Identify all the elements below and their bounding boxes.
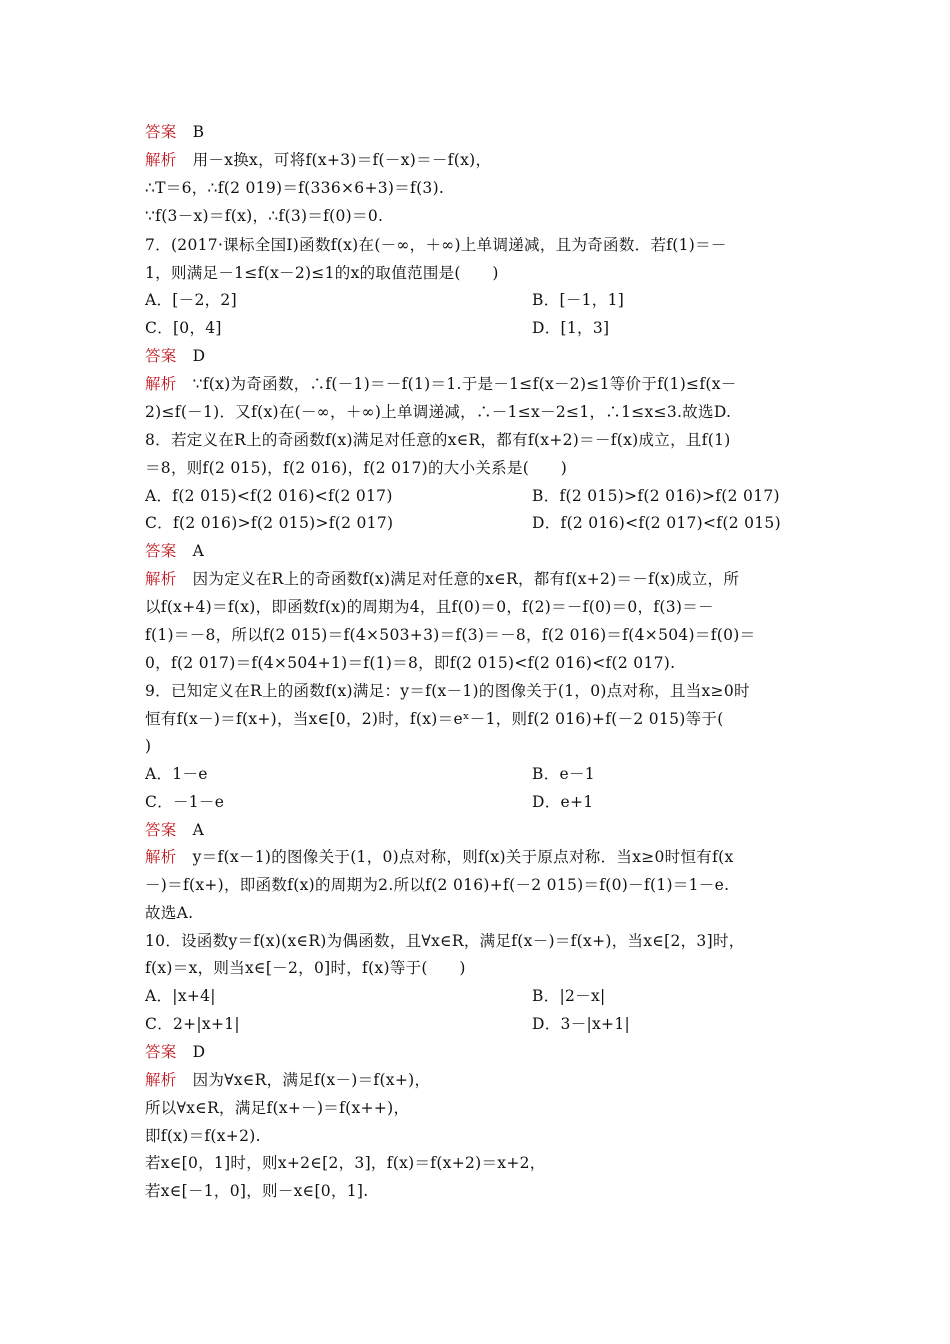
- answer-value: B: [192, 123, 205, 141]
- q10-options-row-2: [145, 1013, 825, 1035]
- q8-answer-line: [145, 540, 825, 562]
- q8-options-row-2: [145, 512, 825, 534]
- q8-options-row-1: [145, 485, 825, 507]
- option-a: A．|x+4|: [145, 987, 216, 1005]
- q6-analysis-line-2: ∴T＝6，∴f(2 019)＝f(336×6+3)＝f(3).: [145, 179, 445, 197]
- answer-value: A: [192, 821, 205, 839]
- option-b: B．f(2 015)>f(2 016)>f(2 017): [532, 487, 780, 505]
- answer-value: A: [192, 542, 205, 560]
- q9-analysis-line-2: －)＝f(x+)，即函数f(x)的周期为2.所以f(2 016)+f(－2 015)＝f(0)－f(1)＝1－e.: [145, 876, 730, 894]
- option-b: B．|2－x|: [532, 987, 606, 1005]
- option-c: C．[0，4]: [145, 319, 222, 337]
- option-c: C．2+|x+1|: [145, 1015, 240, 1033]
- q8-analysis-line-3: f(1)＝－8，所以f(2 015)＝f(4×503+3)＝f(3)＝－8，f(2 016)＝f(4×504)＝f(0)＝: [145, 626, 756, 644]
- answer-value: D: [192, 347, 206, 365]
- q9-options-row-2: [145, 791, 825, 813]
- q7-stem-line-2: 1，则满足－1≤f(x－2)≤1的x的取值范围是( ): [145, 264, 499, 282]
- q9-stem-line-1: 9．已知定义在R上的函数f(x)满足：y＝f(x－1)的图像关于(1，0)点对称，且当x≥0时: [145, 682, 750, 700]
- q10-analysis-line-4: 若x∈[0，1]时，则x+2∈[2，3]，f(x)＝f(x+2)＝x+2，: [145, 1154, 546, 1172]
- q7-stem-line-1: 7．(2017·课标全国Ⅰ)函数f(x)在(－∞，＋∞)上单调递减，且为奇函数．若f(1)＝－: [145, 236, 727, 254]
- q8-analysis-line-2: 以f(x+4)＝f(x)，即函数f(x)的周期为4，且f(0)＝0，f(2)＝－f(0)＝0，f(3)＝－: [145, 598, 714, 616]
- option-d: D．[1，3]: [532, 319, 610, 337]
- option-c: C．f(2 016)>f(2 015)>f(2 017): [145, 514, 394, 532]
- q7-analysis-line-2: 2)≤f(－1)．又f(x)在(－∞，＋∞)上单调递减，∴－1≤x－2≤1，∴1≤x≤3.故选D.: [145, 403, 732, 421]
- q6-analysis-line-3: ∵f(3－x)＝f(x)，∴f(3)＝f(0)＝0.: [145, 207, 384, 225]
- q9-analysis-line-3: 故选A.: [145, 904, 194, 922]
- q6-analysis-line-1: [145, 149, 825, 171]
- analysis-text: 因为∀x∈R，满足f(x－)＝f(x+)，: [192, 1071, 431, 1089]
- q7-analysis-line-1: [145, 373, 825, 395]
- q9-stem-line-3: ): [145, 737, 152, 755]
- q7-answer-line: [145, 345, 825, 367]
- q9-answer-line: [145, 819, 825, 841]
- q8-stem-line-2: ＝8，则f(2 015)，f(2 016)，f(2 017)的大小关系是( ): [145, 459, 568, 477]
- q10-analysis-line-5: 若x∈[－1，0]，则－x∈[0，1].: [145, 1182, 369, 1200]
- answer-tag: 答案: [145, 123, 177, 141]
- option-d: D．f(2 016)<f(2 017)<f(2 015): [532, 514, 781, 532]
- option-c: C．－1－e: [145, 793, 225, 811]
- answer-tag: 答案: [145, 542, 177, 560]
- option-d: D．e+1: [532, 793, 594, 811]
- q10-analysis-line-1: [145, 1069, 825, 1091]
- q7-options-row-2: [145, 317, 825, 339]
- option-d: D．3－|x+1|: [532, 1015, 631, 1033]
- q7-options-row-1: [145, 289, 825, 311]
- q9-stem-line-2: 恒有f(x－)＝f(x+)，当x∈[0，2)时，f(x)＝eˣ－1，则f(2 016)+f(－2 015)等于(: [145, 710, 724, 728]
- analysis-tag: 解析: [145, 848, 177, 866]
- q10-analysis-line-3: 即f(x)＝f(x+2).: [145, 1127, 261, 1145]
- q9-analysis-line-1: [145, 846, 825, 868]
- q9-options-row-1: [145, 763, 825, 785]
- option-a: A．[－2，2]: [145, 291, 237, 309]
- answer-value: D: [192, 1043, 206, 1061]
- option-b: B．[－1，1]: [532, 291, 625, 309]
- q8-stem-line-1: 8．若定义在R上的奇函数f(x)满足对任意的x∈R，都有f(x+2)＝－f(x)成立，且f(1): [145, 431, 731, 449]
- q6-answer-line: [145, 121, 825, 143]
- option-a: A．1－e: [145, 765, 208, 783]
- analysis-text: 因为定义在R上的奇函数f(x)满足对任意的x∈R，都有f(x+2)＝－f(x)成立，所: [192, 570, 740, 588]
- analysis-tag: 解析: [145, 1071, 177, 1089]
- q8-analysis-line-1: [145, 568, 825, 590]
- analysis-text: 用－x换x，可将f(x+3)＝f(－x)＝－f(x)，: [192, 151, 492, 169]
- q8-analysis-line-4: 0，f(2 017)＝f(4×504+1)＝f(1)＝8，即f(2 015)<f(2 016)<f(2 017).: [145, 654, 676, 672]
- option-b: B．e－1: [532, 765, 595, 783]
- answer-tag: 答案: [145, 821, 177, 839]
- analysis-text: ∵f(x)为奇函数，∴f(－1)＝－f(1)＝1.于是－1≤f(x－2)≤1等价于f(1)≤f(x－: [192, 375, 737, 393]
- q10-stem-line-2: f(x)＝x，则当x∈[－2，0]时，f(x)等于( ): [145, 959, 466, 977]
- answer-tag: 答案: [145, 1043, 177, 1061]
- analysis-tag: 解析: [145, 570, 177, 588]
- q10-analysis-line-2: 所以∀x∈R，满足f(x+－)＝f(x++)，: [145, 1099, 410, 1117]
- q10-options-row-1: [145, 985, 825, 1007]
- q10-answer-line: [145, 1041, 825, 1063]
- q10-stem-line-1: 10．设函数y＝f(x)(x∈R)为偶函数，且∀x∈R，满足f(x－)＝f(x+)，当x∈[2，3]时，: [145, 932, 745, 950]
- analysis-text: y＝f(x－1)的图像关于(1，0)点对称，则f(x)关于原点对称．当x≥0时恒有f(x: [192, 848, 734, 866]
- option-a: A．f(2 015)<f(2 016)<f(2 017): [145, 487, 393, 505]
- analysis-tag: 解析: [145, 151, 177, 169]
- answer-tag: 答案: [145, 347, 177, 365]
- analysis-tag: 解析: [145, 375, 177, 393]
